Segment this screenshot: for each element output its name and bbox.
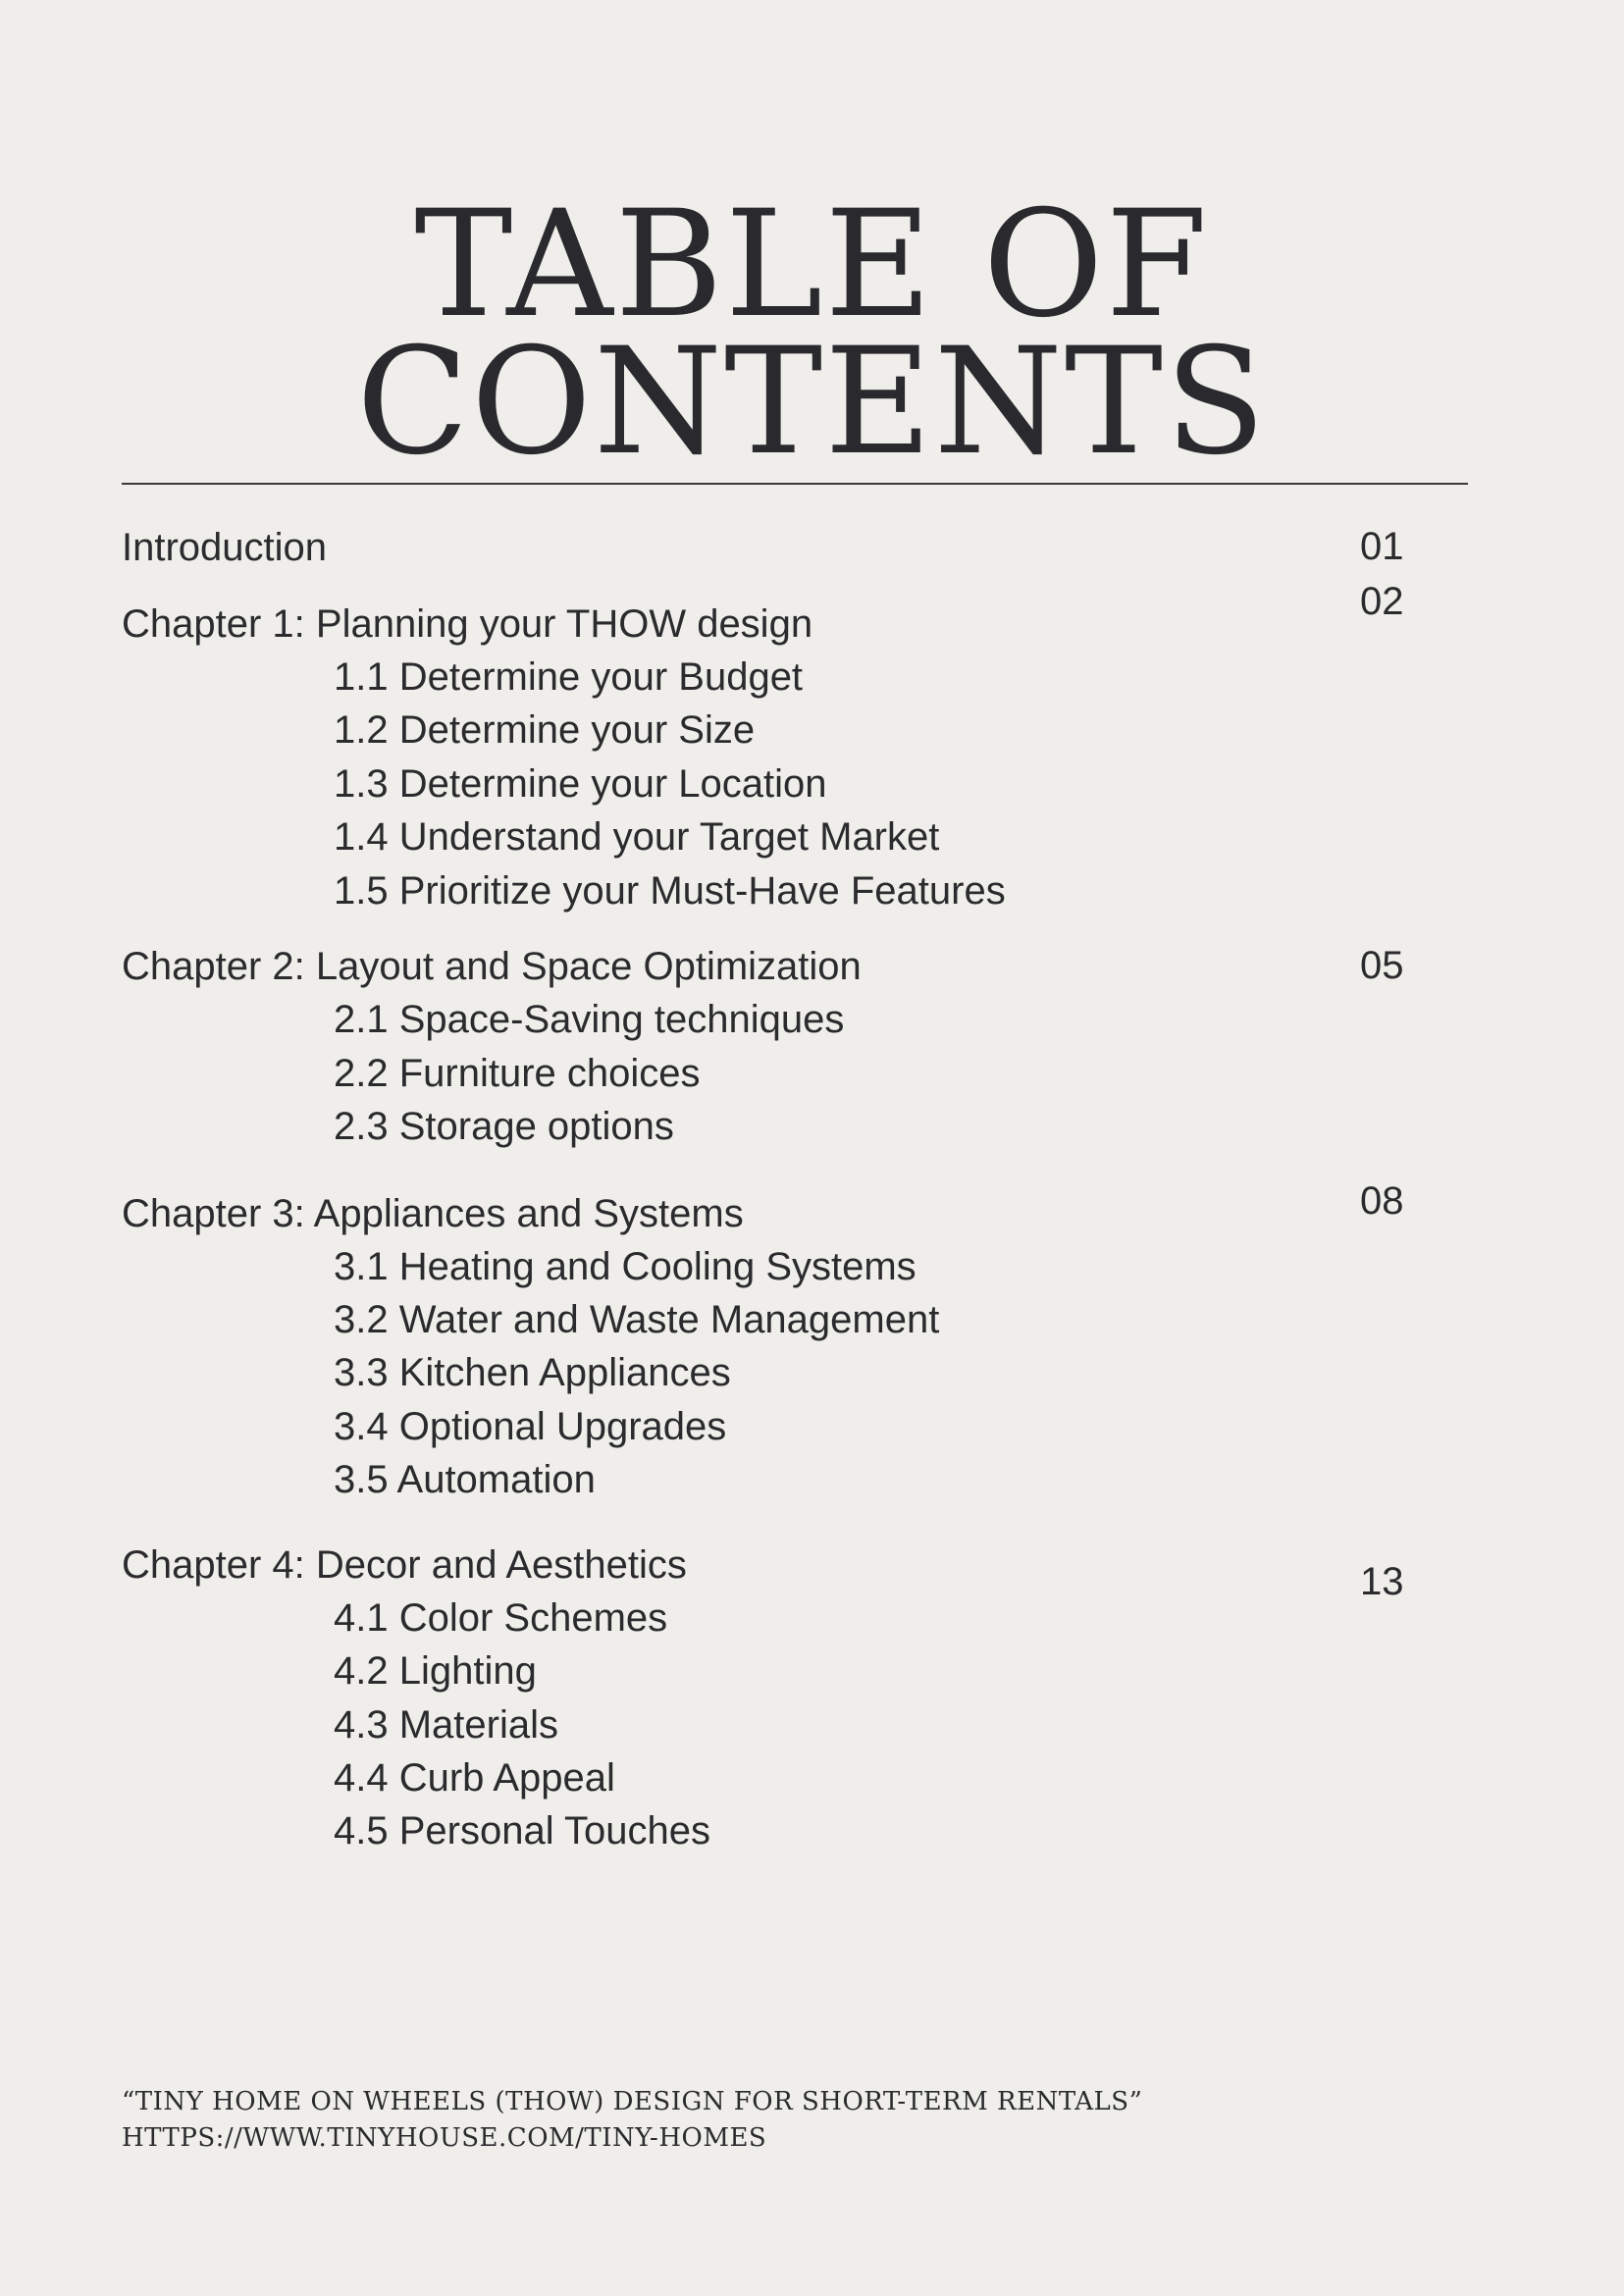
toc-section-3-1: 3.1 Heating and Cooling Systems	[334, 1245, 917, 1288]
title-divider	[122, 483, 1468, 485]
toc-chapter-1-page: 02	[1360, 580, 1404, 623]
toc-section-2-2: 2.2 Furniture choices	[334, 1052, 701, 1095]
toc-section-3-5: 3.5 Automation	[334, 1458, 596, 1501]
toc-chapter-4-page: 13	[1360, 1560, 1404, 1603]
toc-section-2-3: 2.3 Storage options	[334, 1105, 674, 1148]
toc-chapter-2-label: Chapter 2: Layout and Space Optimization	[122, 945, 862, 988]
toc-section-4-2: 4.2 Lighting	[334, 1649, 537, 1693]
toc-section-1-3: 1.3 Determine your Location	[334, 762, 827, 806]
toc-introduction-page: 01	[1360, 525, 1404, 568]
toc-section-3-4: 3.4 Optional Upgrades	[334, 1405, 727, 1448]
toc-section-3-2: 3.2 Water and Waste Management	[334, 1298, 940, 1341]
toc-chapter-3-page: 08	[1360, 1179, 1404, 1223]
toc-section-1-5: 1.5 Prioritize your Must-Have Features	[334, 869, 1006, 913]
footer-source-url: HTTPS://WWW.TINYHOUSE.COM/TINY-HOMES	[122, 2123, 767, 2153]
toc-chapter-4-label: Chapter 4: Decor and Aesthetics	[122, 1543, 687, 1587]
page-title-line-1: TABLE OF	[414, 180, 1210, 350]
toc-chapter-1-label: Chapter 1: Planning your THOW design	[122, 602, 813, 646]
toc-section-3-3: 3.3 Kitchen Appliances	[334, 1351, 731, 1394]
toc-section-1-2: 1.2 Determine your Size	[334, 708, 756, 752]
toc-section-2-1: 2.1 Space-Saving techniques	[334, 998, 845, 1041]
footer-source-title: “TINY HOME ON WHEELS (THOW) DESIGN FOR SHORT-TERM RENTALS”	[122, 2087, 1143, 2116]
toc-section-4-3: 4.3 Materials	[334, 1703, 558, 1747]
toc-chapter-2-page: 05	[1360, 944, 1404, 987]
toc-section-4-4: 4.4 Curb Appeal	[334, 1756, 615, 1800]
toc-section-1-4: 1.4 Understand your Target Market	[334, 815, 940, 859]
toc-section-4-1: 4.1 Color Schemes	[334, 1596, 668, 1640]
toc-introduction-label: Introduction	[122, 526, 328, 569]
toc-section-1-1: 1.1 Determine your Budget	[334, 655, 804, 699]
toc-chapter-3-label: Chapter 3: Appliances and Systems	[122, 1192, 744, 1235]
toc-section-4-5: 4.5 Personal Touches	[334, 1809, 710, 1852]
page-title-line-2: CONTENTS	[356, 317, 1268, 488]
